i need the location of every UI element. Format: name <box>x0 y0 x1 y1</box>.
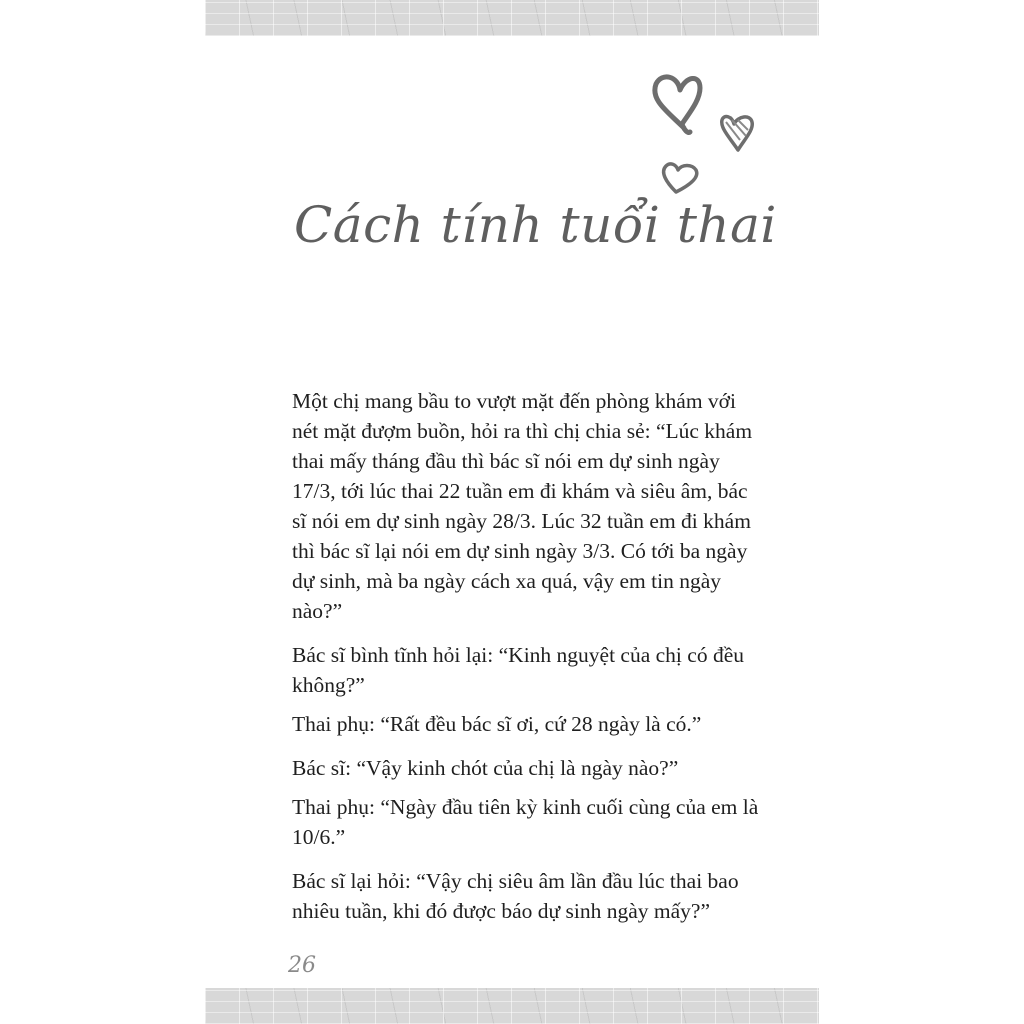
body-text <box>292 386 762 940</box>
paragraph-3: Thai phụ: “Rất đều bác sĩ ơi, cứ 28 ngày là có.” <box>292 712 702 736</box>
paragraph-4: Bác sĩ: “Vậy kinh chót của chị là ngày nào?” <box>292 756 679 780</box>
top-pattern-band <box>205 0 819 36</box>
hearts-icon <box>640 68 770 198</box>
small-heart-icon <box>664 164 697 192</box>
bottom-pattern-band <box>205 988 819 1024</box>
chapter-title: Cách tính tuổi thai <box>294 196 777 254</box>
paragraph-2: Bác sĩ bình tĩnh hỏi lại: “Kinh nguyệt của chị có đều không?” <box>292 643 744 697</box>
right-heart-icon <box>722 117 753 150</box>
paragraph-1: Một chị mang bầu to vượt mặt đến phòng khám với nét mặt đượm buồn, hỏi ra thì chị chia sẻ: “Lúc khám thai mấy tháng đầu thì bác sĩ nói em dự sinh ngày 17/3, tới lúc thai 22 tuần em đi khám và siêu âm, bác sĩ nói em dự sinh ngày 28/3. Lúc 32 tuần em đi khám thì bác sĩ lại nói em dự sinh ngày 3/3. Có tới ba ngày dự sinh, mà ba ngày cách xa quá, vậy em tin ngày nào?” <box>292 389 753 623</box>
large-heart-icon <box>655 77 700 133</box>
paragraph-5: Thai phụ: “Ngày đầu tiên kỳ kinh cuối cùng của em là 10/6.” <box>292 795 759 849</box>
page-number: 26 <box>288 953 316 978</box>
paragraph-6: Bác sĩ lại hỏi: “Vậy chị siêu âm lần đầu lúc thai bao nhiêu tuần, khi đó được báo dự sinh ngày mấy?” <box>292 869 739 923</box>
